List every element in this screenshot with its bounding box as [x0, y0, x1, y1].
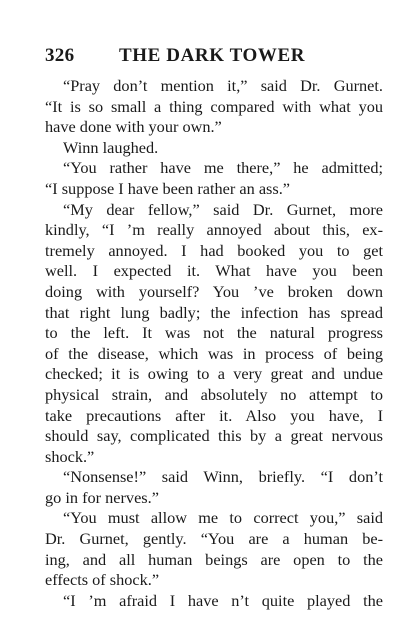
text-line: “My dear fellow,” said Dr. Gurnet, more	[63, 199, 383, 219]
text-line: shock.”	[45, 446, 95, 466]
body-text	[45, 76, 383, 611]
text-line: of the disease, which was in process of being	[45, 343, 383, 363]
text-line: well. I expected it. What have you been	[45, 261, 383, 281]
text-line: “I ’m afraid I have n’t quite played the	[63, 590, 383, 610]
text-line: take precautions after it. Also you have, I	[45, 405, 383, 425]
text-line: “Pray don’t mention it,” said Dr. Gurnet.	[63, 76, 383, 95]
text-line: “I suppose I have been rather an ass.”	[45, 178, 291, 198]
text-line: kindly, “I ’m really annoyed about this, ex-	[45, 220, 383, 240]
text-line: physical strain, and absolutely no attempt to	[45, 384, 383, 404]
text-line: doing with yourself? You ’ve broken down	[45, 281, 383, 301]
page-number: 326	[45, 45, 75, 66]
text-line: tremely annoyed. I had booked you to get	[45, 240, 383, 260]
running-head	[45, 44, 385, 68]
text-line: have done with your own.”	[45, 117, 222, 137]
text-line: “You must allow me to correct you,” said	[63, 508, 383, 528]
text-line: effects of shock.”	[45, 570, 160, 590]
text-line: that right lung badly; the infection has spread	[45, 302, 383, 322]
text-line: checked; it is owing to a very great and undue	[45, 364, 383, 384]
text-line: Winn laughed.	[63, 137, 159, 157]
text-line: “Nonsense!” said Winn, briefly. “I don’t	[63, 467, 383, 487]
text-line: should say, complicated this by a great nervous	[45, 426, 383, 446]
text-line: “You rather have me there,” he admitted;	[63, 158, 383, 178]
text-line: Dr. Gurnet, gently. “You are a human be-	[45, 529, 383, 549]
text-line: to the left. It was not the natural progress	[45, 323, 383, 343]
text-line: go in for nerves.”	[45, 487, 159, 507]
text-line: ing, and all human beings are open to the	[45, 549, 383, 569]
book-title: THE DARK TOWER	[119, 45, 306, 66]
text-line: “It is so small a thing compared with what you	[45, 96, 383, 116]
